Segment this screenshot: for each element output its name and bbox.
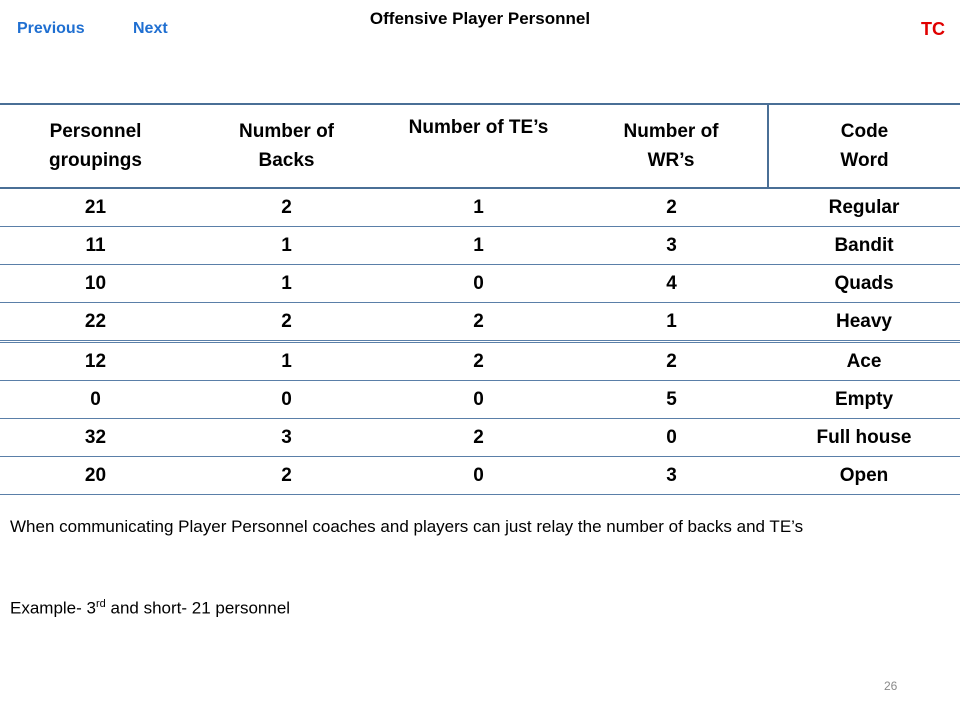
- tc-link[interactable]: TC: [921, 19, 945, 39]
- te-count-cell: 0: [382, 265, 575, 303]
- personnel-code-cell: 11: [0, 227, 191, 265]
- te-count-cell: 2: [382, 419, 575, 457]
- backs-count-cell: 2: [191, 457, 382, 495]
- table-row: [0, 342, 960, 381]
- table-row: [0, 381, 960, 419]
- next-link[interactable]: Next: [133, 20, 168, 37]
- backs-count-cell: 2: [191, 188, 382, 227]
- header-personnel-groupings: Personnel groupings: [0, 104, 191, 188]
- table-row: [0, 419, 960, 457]
- personnel-table-container: [0, 103, 960, 495]
- page-number: 26: [884, 679, 898, 693]
- explanation-text: When communicating Player Personnel coaches and players can just relay the number of backs and TE’s: [10, 517, 804, 536]
- table-row: [0, 265, 960, 303]
- personnel-code-cell: 12: [0, 342, 191, 381]
- te-count-cell: 0: [382, 381, 575, 419]
- code-word-cell: Empty: [768, 381, 960, 419]
- header-code-word: Code Word: [768, 104, 960, 188]
- backs-count-cell: 1: [191, 227, 382, 265]
- wr-count-cell: 4: [575, 265, 768, 303]
- wr-count-cell: 1: [575, 303, 768, 342]
- te-count-cell: 1: [382, 227, 575, 265]
- table-row: [0, 303, 960, 342]
- te-count-cell: 0: [382, 457, 575, 495]
- header-number-of-backs: Number of Backs: [191, 104, 382, 188]
- code-word-cell: Full house: [768, 419, 960, 457]
- header-number-of-tes: Number of TE’s: [382, 104, 575, 188]
- wr-count-cell: 3: [575, 457, 768, 495]
- table-row: [0, 457, 960, 495]
- personnel-code-cell: 21: [0, 188, 191, 227]
- backs-count-cell: 1: [191, 342, 382, 381]
- personnel-table: [0, 103, 960, 495]
- backs-count-cell: 1: [191, 265, 382, 303]
- code-word-cell: Open: [768, 457, 960, 495]
- wr-count-cell: 3: [575, 227, 768, 265]
- wr-count-cell: 2: [575, 188, 768, 227]
- backs-count-cell: 3: [191, 419, 382, 457]
- code-word-cell: Bandit: [768, 227, 960, 265]
- code-word-cell: Regular: [768, 188, 960, 227]
- backs-count-cell: 0: [191, 381, 382, 419]
- code-word-cell: Ace: [768, 342, 960, 381]
- table-header-row: [0, 104, 960, 188]
- personnel-code-cell: 22: [0, 303, 191, 342]
- table-row: [0, 188, 960, 227]
- example-text: Example- 3rd and short- 21 personnel: [10, 598, 291, 618]
- code-word-cell: Quads: [768, 265, 960, 303]
- personnel-code-cell: 20: [0, 457, 191, 495]
- wr-count-cell: 0: [575, 419, 768, 457]
- wr-count-cell: 5: [575, 381, 768, 419]
- previous-link[interactable]: Previous: [17, 20, 85, 37]
- header-number-of-wrs: Number of WR’s: [575, 104, 768, 188]
- slide-title: Offensive Player Personnel: [369, 9, 591, 28]
- table-row: [0, 227, 960, 265]
- te-count-cell: 2: [382, 303, 575, 342]
- te-count-cell: 2: [382, 342, 575, 381]
- wr-count-cell: 2: [575, 342, 768, 381]
- te-count-cell: 1: [382, 188, 575, 227]
- personnel-code-cell: 0: [0, 381, 191, 419]
- personnel-code-cell: 10: [0, 265, 191, 303]
- backs-count-cell: 2: [191, 303, 382, 342]
- code-word-cell: Heavy: [768, 303, 960, 342]
- personnel-code-cell: 32: [0, 419, 191, 457]
